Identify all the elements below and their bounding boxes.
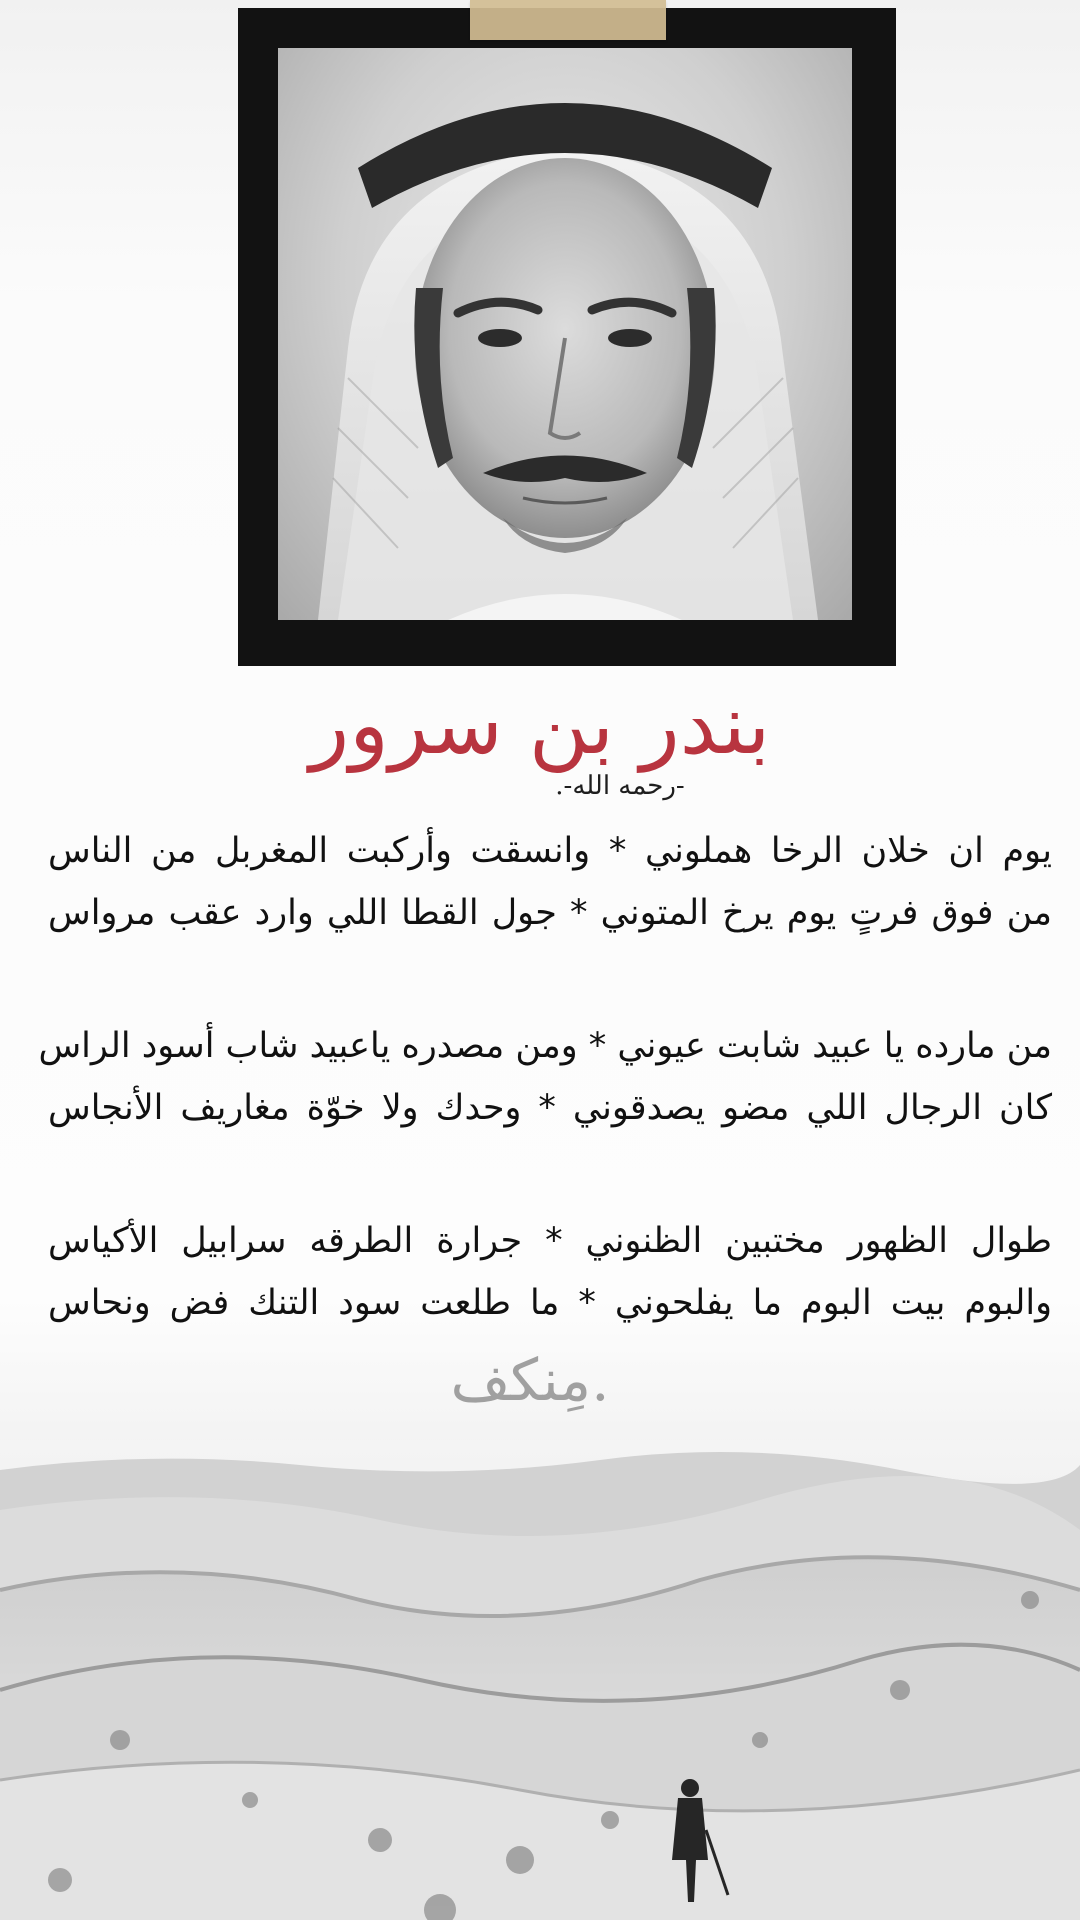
poem-verse-5: طوال الظهور مختبين الظنوني * جرارة الطرقه سرابيل الأكياس [48, 1221, 1052, 1261]
tape-strip [470, 0, 666, 40]
poet-portrait [278, 48, 852, 620]
poet-name: بندر بن سرور [309, 678, 771, 773]
poem-verse-4: كان الرجال اللي مضو يصدقوني * وحدك ولا خوّة مغاريف الأنجاس [48, 1088, 1052, 1128]
desert-landscape-image [0, 1440, 1080, 1920]
honorific-text: -رحمه الله-. [555, 771, 685, 801]
poem-text [38, 820, 1052, 1334]
poem-verse-2: من فوق فرتٍ يوم يرخ المتوني * جول القطا اللي وارد عقب مرواس [48, 893, 1052, 933]
stanza-gap [48, 1139, 1052, 1210]
author-signature: مِنكف. [450, 1346, 610, 1414]
poem-verse-6: والبوم بيت البوم ما يفلحوني * ما طلعت سود التنك فض ونحاس [48, 1283, 1052, 1323]
stanza-gap [48, 944, 1052, 1015]
poem-verse-1: يوم ان خلان الرخا هملوني * وانسقت وأركبت المغربل من الناس [48, 831, 1052, 871]
poem-verse-3: من مارده يا عبيد شابت عيوني * ومن مصدره ياعبيد شاب أسود الراس [38, 1026, 1052, 1066]
